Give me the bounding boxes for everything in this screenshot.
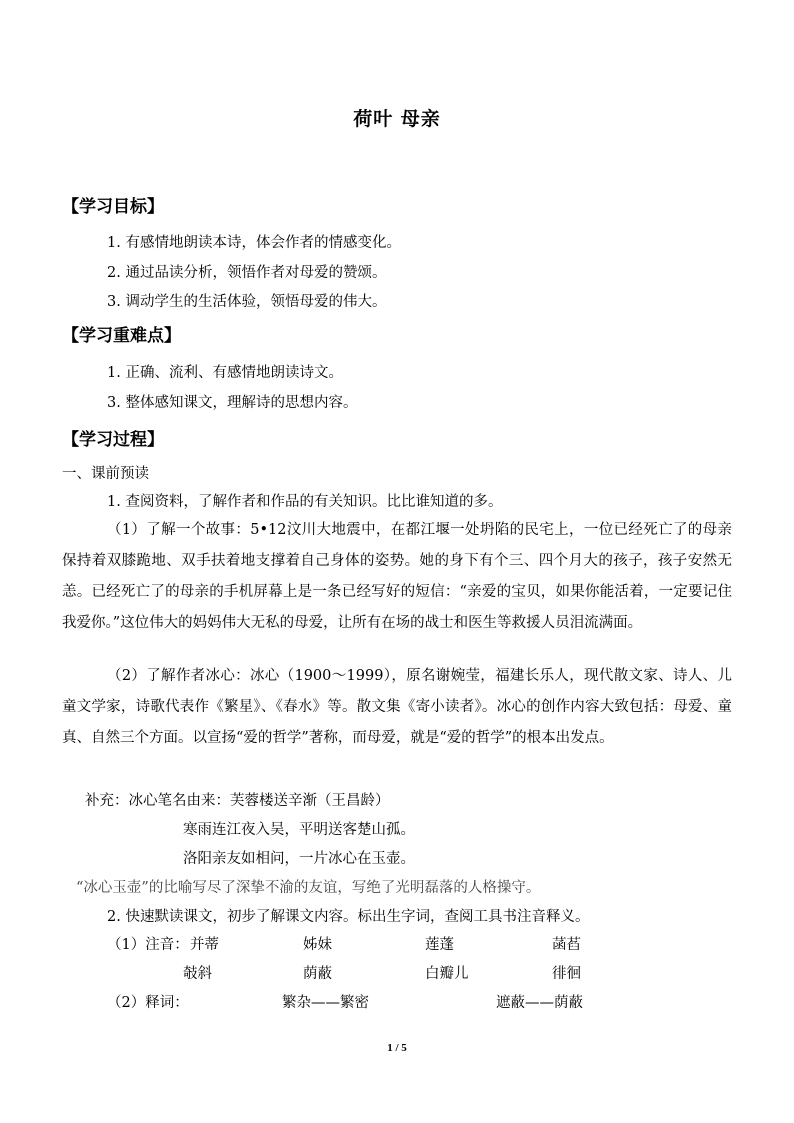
story-paragraph: （1）了解一个故事：5•12汶川大地震中，在都江堰一处坍陷的民宅上，一位已经死亡了的母亲保持着双膝跪地、双手扶着地支撑着自己身体的姿势。她的身下有个三、四个月大的孩子，孩子安然无恙。已经死亡了的母亲的手机屏幕上是一条已经写好的短信：“亲爱的宝贝，如果你能活着，一定要记住我爱你。”这位伟大的妈妈伟大无私的母爱，让所有在场的战士和医生等救援人员泪流满面。 <box>62 522 732 631</box>
metaphor-note: “冰心玉壶”的比喻写尽了深挚不渝的友谊，写绝了光明磊落的人格操守。 <box>76 880 541 896</box>
goal-item-3: 3. 调动学生的生活体验，领悟母爱的伟大。 <box>107 294 387 310</box>
poem-line-1: 寒雨连江夜入吴，平明送客楚山孤。 <box>183 822 415 838</box>
poem-line-2: 洛阳亲友如相问，一片冰心在玉壶。 <box>183 851 415 867</box>
goal-item-1: 1. 有感情地朗读本诗，体会作者的情感变化。 <box>107 235 401 251</box>
phonetic-word: 并蒂 <box>190 937 219 953</box>
explain-item: 遮蔽——荫蔽 <box>496 995 583 1011</box>
explain-item: 繁杂——繁密 <box>282 995 369 1011</box>
phonetic-word: 白瓣儿 <box>425 966 469 982</box>
goal-item-2: 2. 通过品读分析，领悟作者对母爱的赞颂。 <box>107 265 387 281</box>
phonetic-label: （1）注音： <box>107 937 189 953</box>
phonetic-word: 攲斜 <box>183 966 212 982</box>
page-number: 1 / 5 <box>387 1042 407 1054</box>
task1-text: 1. 查阅资料，了解作者和作品的有关知识。比比谁知道的多。 <box>107 494 503 510</box>
keypoint-item-1: 1. 正确、流利、有感情地朗读诗文。 <box>107 365 343 381</box>
explain-label: （2）释词： <box>107 995 189 1011</box>
goals-heading: 【学习目标】 <box>62 197 164 217</box>
phonetic-word: 姊妹 <box>303 937 332 953</box>
part1-label: 一、课前预读 <box>62 466 149 482</box>
phonetic-word: 菡萏 <box>552 937 581 953</box>
process-heading: 【学习过程】 <box>62 430 164 450</box>
phonetic-word: 荫蔽 <box>303 966 332 982</box>
document-title: 荷叶 母亲 <box>353 108 441 130</box>
supplement-text: 补充：冰心笔名由来：芙蓉楼送辛渐（王昌龄） <box>85 793 390 809</box>
phonetic-word: 徘徊 <box>552 966 581 982</box>
author-paragraph: （2）了解作者冰心：冰心（1900～1999），原名谢婉莹，福建长乐人，现代散文家、诗人、儿童文学家，诗歌代表作《繁星》、《春水》等。散文集《寄小读者》。冰心的创作内容大致包括：母爱、童真、自然三个方面。以宣扬“爱的哲学”著称，而母爱，就是“爱的哲学”的根本出发点。 <box>62 668 732 746</box>
keypoints-heading: 【学习重难点】 <box>62 326 181 346</box>
phonetic-word: 莲蓬 <box>425 937 454 953</box>
task2-text: 2. 快速默读课文，初步了解课文内容。标出生字词，查阅工具书注音释义。 <box>107 909 590 925</box>
keypoint-item-2: 3. 整体感知课文，理解诗的思想内容。 <box>107 395 358 411</box>
